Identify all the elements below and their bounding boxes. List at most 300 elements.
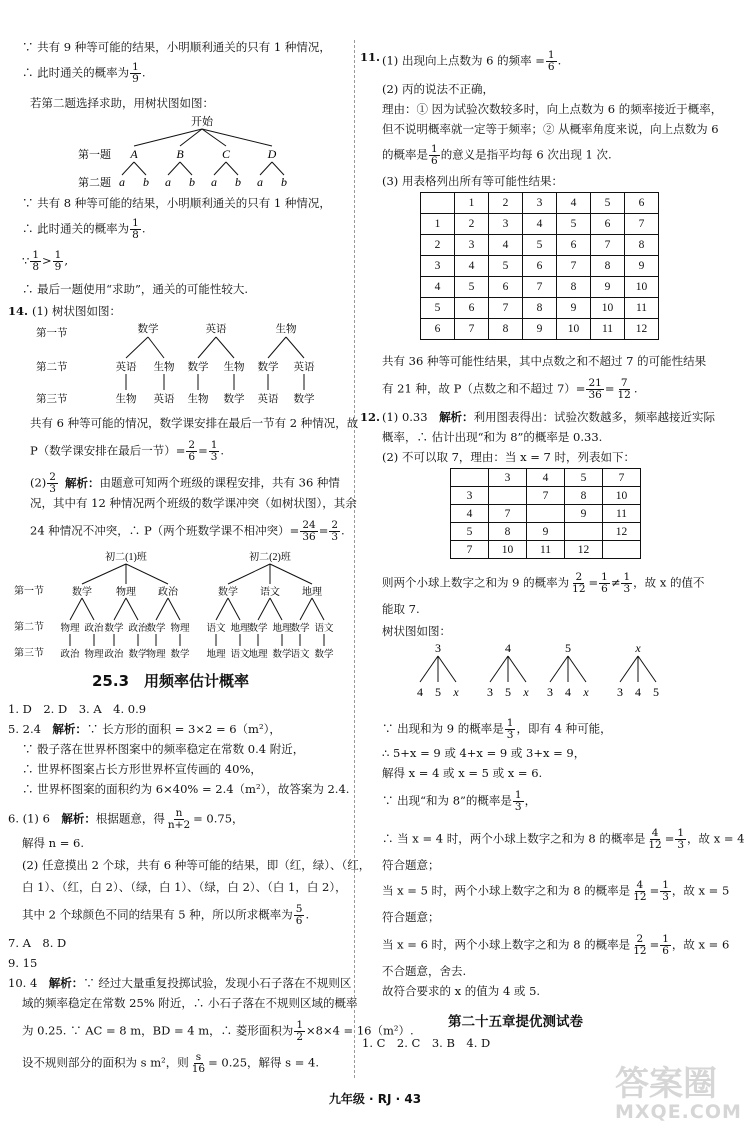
- tree-node: 数学: [218, 587, 238, 598]
- answer-line: [8, 808, 244, 831]
- text-line: ∴ 5+x = 9 或 4+x = 9 或 3+x = 9，: [382, 746, 586, 760]
- text-line: 概率，∴ 估计出现“和为 8”的概率是 0.33.: [382, 430, 603, 444]
- table-row: [421, 256, 659, 277]
- table-cell: 5: [451, 523, 489, 541]
- sum-table-dice: [420, 192, 659, 340]
- table-cell: 7: [489, 298, 523, 319]
- text-line: 解得 x = 4 或 x = 5 或 x = 6.: [382, 766, 543, 780]
- tree-node: 物理: [170, 624, 190, 634]
- denominator: 8: [132, 229, 139, 241]
- denominator: 3: [514, 801, 522, 813]
- text-line: [22, 218, 146, 241]
- text-line: [30, 520, 345, 543]
- table-cell: 7: [523, 277, 557, 298]
- tree-leaf: 3: [617, 685, 623, 699]
- denominator: 3: [331, 531, 339, 543]
- tree-node: 物理: [116, 587, 136, 598]
- table-cell: 8: [489, 523, 527, 541]
- table-cell: 3: [451, 487, 489, 505]
- table-cell: 6: [489, 277, 523, 298]
- table-cell: 3: [421, 256, 455, 277]
- denominator: 3: [506, 729, 514, 741]
- tree-node: 语文: [206, 624, 226, 634]
- text-line: 不合题意，舍去.: [382, 964, 467, 978]
- table-cell: 7: [557, 256, 591, 277]
- text-span: >: [42, 253, 52, 268]
- text-span: ∵: [22, 253, 30, 268]
- tree-leaf: a: [165, 175, 171, 189]
- table-cell: [421, 193, 455, 214]
- table-cell: 6: [557, 235, 591, 256]
- text-line: 况，其中有 12 种情况两个班级的数学课冲突（如树状图），其余: [30, 496, 357, 510]
- numerator: 1: [54, 249, 62, 261]
- text-line: [382, 50, 561, 73]
- table-cell: 2: [489, 193, 523, 214]
- tree-root: 3: [435, 641, 441, 655]
- text-span: 10. 4: [8, 976, 49, 990]
- text-line: 域的频率稳定在常数 25% 附近，∴ 小石子落在不规则区域的概率: [22, 996, 358, 1010]
- tree-leaf: 4: [417, 685, 423, 699]
- text-line: [382, 410, 715, 424]
- table-cell: 7: [451, 541, 489, 559]
- table-cell: 6: [523, 256, 557, 277]
- numerator: 7: [620, 377, 628, 389]
- denominator: 8: [32, 261, 40, 273]
- text-line: ∵ 共有 8 种等可能的结果，小明顺利通关的只有 1 种情况，: [22, 196, 331, 210]
- table-row: [421, 277, 659, 298]
- text-span: .: [141, 65, 146, 80]
- text-span: (1) 0.33: [382, 410, 440, 424]
- table-cell: 7: [455, 319, 489, 340]
- table-cell: 5: [557, 214, 591, 235]
- table-cell: 10: [591, 298, 625, 319]
- text-span: ∴ 此时通关的概率为: [22, 221, 130, 236]
- text-line: (2) 丙的说法不正确，: [382, 82, 494, 96]
- tree-leaf: 4: [635, 685, 641, 699]
- table-cell: 12: [603, 523, 641, 541]
- text-span: =: [649, 937, 660, 952]
- table-row: [451, 469, 641, 487]
- analysis-label: 解析：: [48, 976, 84, 990]
- denominator: 6: [547, 61, 555, 73]
- numerator: 1: [210, 439, 218, 451]
- numerator: 5: [295, 903, 303, 915]
- numerator: 4: [636, 879, 644, 891]
- text-line: [22, 250, 68, 273]
- text-span: (1) 出现向上点数为 6 的频率 =: [382, 53, 545, 68]
- answer-line: 9. 15: [8, 956, 38, 970]
- fraction: [429, 144, 440, 167]
- tree-diagram-two-classes: [8, 548, 356, 662]
- text-line: 白 1）、（红，白 2）、（绿，白 1）、（绿，白 2）、（白 1，白 2），: [22, 880, 347, 894]
- fraction: [130, 218, 141, 241]
- denominator: 3: [662, 891, 669, 903]
- numerator: 2: [188, 439, 196, 451]
- watermark-url: MXQE.COM: [615, 1101, 742, 1123]
- tree-node: 英语: [205, 324, 227, 335]
- text-span: 利用图表得出：试验次数越多，频率越接近实际: [473, 410, 716, 424]
- text-span: = 0.75，: [193, 811, 244, 826]
- tree-root: 开始: [191, 116, 213, 128]
- text-line: [22, 904, 309, 927]
- table-row: [451, 487, 641, 505]
- fraction: [513, 790, 524, 813]
- text-line: [30, 440, 224, 463]
- fraction: [186, 440, 197, 463]
- text-span: =: [649, 883, 660, 898]
- tree-edges: [420, 656, 656, 682]
- numerator: 1: [547, 49, 555, 61]
- numerator: 2: [636, 933, 644, 945]
- fraction: [209, 440, 220, 463]
- row-label: 第二节: [14, 622, 44, 633]
- text-span: ∵ 出现“和为 8”的概率是: [382, 793, 512, 808]
- tree-leaf: 5: [505, 685, 511, 699]
- denominator: 9: [54, 261, 62, 273]
- text-line: (3) 用表格列出所有等可能性结果：: [382, 174, 563, 188]
- table-cell: 5: [489, 256, 523, 277]
- tree-diagram-balls: [417, 640, 720, 704]
- numerator: 1: [506, 717, 514, 729]
- table-cell: 6: [455, 298, 489, 319]
- tree-node: C: [221, 147, 231, 161]
- text-line: (2) 不可以取 7，理由：当 x = 7 时，列表如下：: [382, 450, 635, 464]
- table-row: [451, 505, 641, 523]
- row-label: 第二题: [78, 177, 111, 189]
- table-cell: [565, 523, 603, 541]
- numerator: 2: [331, 519, 339, 531]
- tree-leaf: a: [211, 175, 217, 189]
- fraction: [47, 472, 58, 495]
- text-span: =: [664, 831, 675, 846]
- numerator: 1: [677, 827, 685, 839]
- text-span: 有 21 种，故 P（点数之和不超过 7）=: [382, 381, 586, 396]
- tree-node: 数学: [248, 624, 268, 634]
- table-cell: 9: [523, 319, 557, 340]
- text-line: [382, 880, 729, 903]
- table-cell: 12: [625, 319, 659, 340]
- table-cell: 8: [591, 256, 625, 277]
- denominator: 2: [296, 1031, 303, 1043]
- numerator: 4: [651, 827, 659, 839]
- tree-node: 数学: [72, 587, 92, 598]
- text-line: [382, 144, 612, 167]
- text-span: ×8×4 = 16（m²）.: [306, 1023, 414, 1038]
- text-line: (1) 树状图如图：: [32, 304, 121, 318]
- question-number: 11.: [360, 50, 381, 64]
- text-span: ，故 x = 6: [671, 937, 730, 952]
- fraction: [631, 934, 648, 957]
- text-span: .: [341, 523, 345, 538]
- tree-leaf: 5: [435, 685, 441, 699]
- text-span: ，故 x = 4: [687, 831, 745, 846]
- table-row: [451, 523, 641, 541]
- table-cell: 4: [455, 256, 489, 277]
- tree-leaf: 5: [653, 685, 659, 699]
- table-cell: 8: [489, 319, 523, 340]
- table-cell: [489, 487, 527, 505]
- numerator: n: [175, 807, 183, 819]
- denominator: 9: [132, 73, 139, 85]
- answer-line: 1. C 2. C 3. B 4. D: [362, 1036, 491, 1050]
- fraction: [300, 520, 317, 543]
- text-span: 其中 2 个球颜色不同的结果有 5 种，所以所求概率为: [22, 907, 293, 922]
- text-span: .: [305, 907, 310, 922]
- table-cell: 9: [591, 277, 625, 298]
- tree-node: 政治: [84, 624, 104, 634]
- text-span: P（数学课安排在最后一节）=: [30, 443, 186, 458]
- denominator: 6: [295, 915, 303, 927]
- question-number: 12.: [360, 410, 381, 424]
- tree-node: 英语: [115, 362, 137, 373]
- analysis-label: 解析：: [439, 410, 474, 424]
- text-line: 共有 36 种等可能性结果，其中点数之和不超过 7 的可能性结果: [382, 354, 707, 368]
- table-cell: 1: [455, 193, 489, 214]
- table-cell: 8: [523, 298, 557, 319]
- tree-leaf: 政治: [60, 650, 80, 660]
- table-cell: 10: [603, 487, 641, 505]
- text-span: 由题意可知两个班级的课程安排，共有 36 种情: [99, 475, 340, 490]
- denominator: 12: [648, 839, 662, 851]
- tree-edges: [122, 129, 284, 175]
- table-row: [451, 541, 641, 559]
- tree-leaf: b: [235, 175, 241, 189]
- fraction: [166, 808, 192, 831]
- fraction: [294, 1020, 305, 1043]
- numerator: 1: [296, 1019, 303, 1031]
- table-cell: 6: [421, 319, 455, 340]
- text-line: (2) 任意摸出 2 个球，共有 6 种等可能的结果，即（红，绿）、（红，: [22, 858, 371, 872]
- tree-node: 语文: [260, 587, 280, 598]
- text-span: .: [633, 381, 638, 396]
- denominator: 6: [188, 451, 196, 463]
- denominator: 6: [662, 945, 669, 957]
- tree-leaf: 英语: [257, 394, 279, 405]
- text-span: 当 x = 5 时，两个小球上数字之和为 8 的概率是: [382, 883, 631, 898]
- numerator: 2: [575, 571, 583, 583]
- text-line: 但不说明概率就一定等于频率；② 从概率角度来说，向上点数为 6: [382, 122, 719, 136]
- table-cell: [527, 505, 565, 523]
- text-span: =: [198, 443, 208, 458]
- denominator: 3: [677, 839, 685, 851]
- row-label: 第一节: [36, 328, 68, 339]
- table-cell: [603, 541, 641, 559]
- tree-root: x: [635, 641, 641, 655]
- tree-leaf: 地理: [206, 650, 226, 660]
- numerator: 21: [588, 377, 602, 389]
- text-line: [382, 934, 729, 957]
- text-span: ，: [524, 793, 537, 808]
- denominator: 6: [601, 583, 608, 595]
- text-span: ，故 x 的值不: [633, 575, 705, 590]
- tree-leaf: b: [281, 175, 287, 189]
- table-cell: 4: [489, 235, 523, 256]
- numerator: 1: [132, 217, 139, 229]
- text-line: ∴ 世界杯图案的面积约为 6×40% = 2.4（m²），故答案为 2.4.: [22, 782, 350, 796]
- text-line: ∴ 世界杯图案占长方形世界杯宣传画的 40%，: [22, 762, 262, 776]
- row-label: 第一节: [14, 586, 44, 597]
- tree-node: 数学: [146, 624, 166, 634]
- table-cell: 5: [523, 235, 557, 256]
- table-cell: [451, 469, 489, 487]
- text-span: ∵ 出现和为 9 的概率是: [382, 721, 504, 736]
- table-cell: 4: [557, 193, 591, 214]
- question-number: 14.: [8, 304, 29, 318]
- tree-node: 数学: [290, 624, 310, 634]
- answer-line: 7. A 8. D: [8, 936, 67, 950]
- tree-node: 政治: [158, 587, 178, 598]
- numerator: 1: [132, 61, 139, 73]
- text-line: ∴ 最后一题使用“求助”，通关的可能性较大.: [22, 282, 249, 296]
- fraction: [660, 880, 671, 903]
- tree-node: 数学: [257, 362, 279, 373]
- text-line: ∵ 共有 9 种等可能的结果，小明顺利通关的只有 1 种情况，: [22, 40, 331, 54]
- fraction: [570, 572, 587, 595]
- text-line: 树状图如图：: [382, 624, 451, 638]
- tree-root: 初二(2)班: [249, 552, 291, 563]
- text-span: ∵ 经过大量重复投掷试验，发现小石子落在不规则区: [83, 976, 352, 990]
- tree-leaf: b: [189, 175, 195, 189]
- table-cell: 8: [565, 487, 603, 505]
- fraction: [53, 250, 64, 273]
- text-span: 的概率是: [382, 147, 428, 162]
- denominator: 3: [49, 483, 56, 495]
- watermark-text: 答案圈: [615, 1064, 717, 1104]
- table-cell: 7: [625, 214, 659, 235]
- denominator: 36: [588, 389, 602, 401]
- tree-root: 5: [565, 641, 571, 655]
- tree-leaf: 生物: [187, 394, 209, 405]
- table-cell: 9: [565, 505, 603, 523]
- tree-leaf: x: [453, 685, 459, 699]
- row-label: 第一题: [78, 149, 111, 161]
- fraction: [646, 828, 663, 851]
- watermark-logo: [615, 1064, 745, 1123]
- denominator: 12: [633, 945, 647, 957]
- fraction: [621, 572, 632, 595]
- fraction: [660, 934, 671, 957]
- row-label: 第三节: [14, 648, 44, 659]
- text-span: 5. 2.4: [8, 722, 53, 736]
- tree-leaf: 数学: [128, 650, 148, 660]
- table-cell: 7: [603, 469, 641, 487]
- tree-diagram-questions: [8, 112, 356, 192]
- text-span: 当 x = 6 时，两个小球上数字之和为 8 的概率是: [382, 937, 631, 952]
- text-span: =: [604, 381, 615, 396]
- tree-node: 地理: [272, 624, 292, 634]
- answer-line: [8, 976, 351, 990]
- table-cell: 6: [625, 193, 659, 214]
- table-cell: 10: [557, 319, 591, 340]
- denominator: 3: [623, 583, 631, 595]
- numerator: 1: [32, 249, 40, 261]
- table-cell: 2: [421, 235, 455, 256]
- fraction: [615, 378, 632, 401]
- table-cell: 5: [455, 277, 489, 298]
- section-title: 第二十五章提优测试卷: [448, 1014, 583, 1030]
- tree-leaf: 物理: [146, 650, 166, 660]
- fraction: [599, 572, 610, 595]
- table-cell: 5: [591, 193, 625, 214]
- table-cell: 9: [625, 256, 659, 277]
- table-cell: 6: [591, 214, 625, 235]
- tree-node: 生物: [153, 362, 175, 373]
- text-span: 设不规则部分的面积为 s m²，则: [22, 1055, 189, 1070]
- text-line: [22, 62, 146, 85]
- table-cell: 4: [451, 505, 489, 523]
- denominator: 36: [302, 531, 316, 543]
- answer-line: [8, 722, 281, 736]
- table-cell: 12: [565, 541, 603, 559]
- text-line: [382, 718, 612, 741]
- table-cell: 10: [625, 277, 659, 298]
- tree-leaf: a: [119, 175, 125, 189]
- table-cell: 4: [527, 469, 565, 487]
- analysis-label: 解析：: [61, 811, 96, 826]
- text-span: 6. (1) 6: [8, 811, 62, 826]
- tree-node: 地理: [302, 587, 322, 598]
- table-cell: 3: [489, 214, 523, 235]
- tree-node: 物理: [60, 624, 80, 634]
- denominator: n+2: [167, 819, 191, 831]
- text-span: ，故 x = 5: [671, 883, 730, 898]
- fraction: [675, 828, 686, 851]
- text-span: ,: [64, 253, 68, 268]
- text-span: =: [588, 575, 599, 590]
- numerator: 1: [662, 933, 669, 945]
- tree-node: 语文: [314, 624, 334, 634]
- tree-leaf: 生物: [115, 394, 137, 405]
- tree-node: 生物: [275, 324, 297, 335]
- text-span: 为 0.25. ∵ AC = 8 m，BD = 4 m，∴ 菱形面积为: [22, 1023, 294, 1038]
- numerator: 1: [601, 571, 608, 583]
- text-span: =: [318, 523, 329, 538]
- text-line: ∵ 骰子落在世界杯图案中的频率稳定在常数 0.4 附近，: [22, 742, 305, 756]
- numerator: 1: [431, 143, 438, 155]
- tree-node: D: [267, 147, 277, 161]
- text-line: 理由：① 因为试验次数较多时，向上点数为 6 的频率接近于概率，: [382, 102, 723, 116]
- fraction: [130, 62, 141, 85]
- table-cell: 3: [489, 469, 527, 487]
- text-line: 能取 7.: [382, 602, 420, 616]
- denominator: 12: [572, 583, 586, 595]
- text-span: ≠: [610, 575, 621, 590]
- text-span: ∵ 长方形的面积 = 3×2 = 6（m²），: [86, 722, 281, 736]
- table-cell: 5: [421, 298, 455, 319]
- text-span: .: [141, 221, 146, 236]
- text-line: [30, 472, 340, 495]
- table-cell: 11: [625, 298, 659, 319]
- text-line: [382, 378, 638, 401]
- fraction: [631, 880, 648, 903]
- denominator: 16: [191, 1063, 206, 1075]
- tree-leaf: 数学: [170, 650, 190, 660]
- page-footer: 九年级 · RJ · 43: [328, 1092, 422, 1106]
- text-span: ，即有 4 种可能，: [516, 721, 612, 736]
- text-line: [382, 790, 536, 813]
- analysis-label: 解析：: [64, 475, 100, 490]
- table-cell: 4: [421, 277, 455, 298]
- text-span: ∴ 当 x = 4 时，两个小球上数字之和为 8 的概率是: [382, 831, 646, 846]
- text-span: 的意义是指平均每 6 次出现 1 次.: [440, 147, 612, 162]
- text-span: = 0.25，解得 s = 4.: [208, 1055, 319, 1070]
- tree-node: 生物: [223, 362, 245, 373]
- sum-table-balls: [450, 468, 641, 559]
- tree-leaf: a: [257, 175, 263, 189]
- numerator: 2: [49, 471, 56, 483]
- denominator: 12: [617, 389, 631, 401]
- section-title: 25.3 用频率估计概率: [92, 672, 250, 690]
